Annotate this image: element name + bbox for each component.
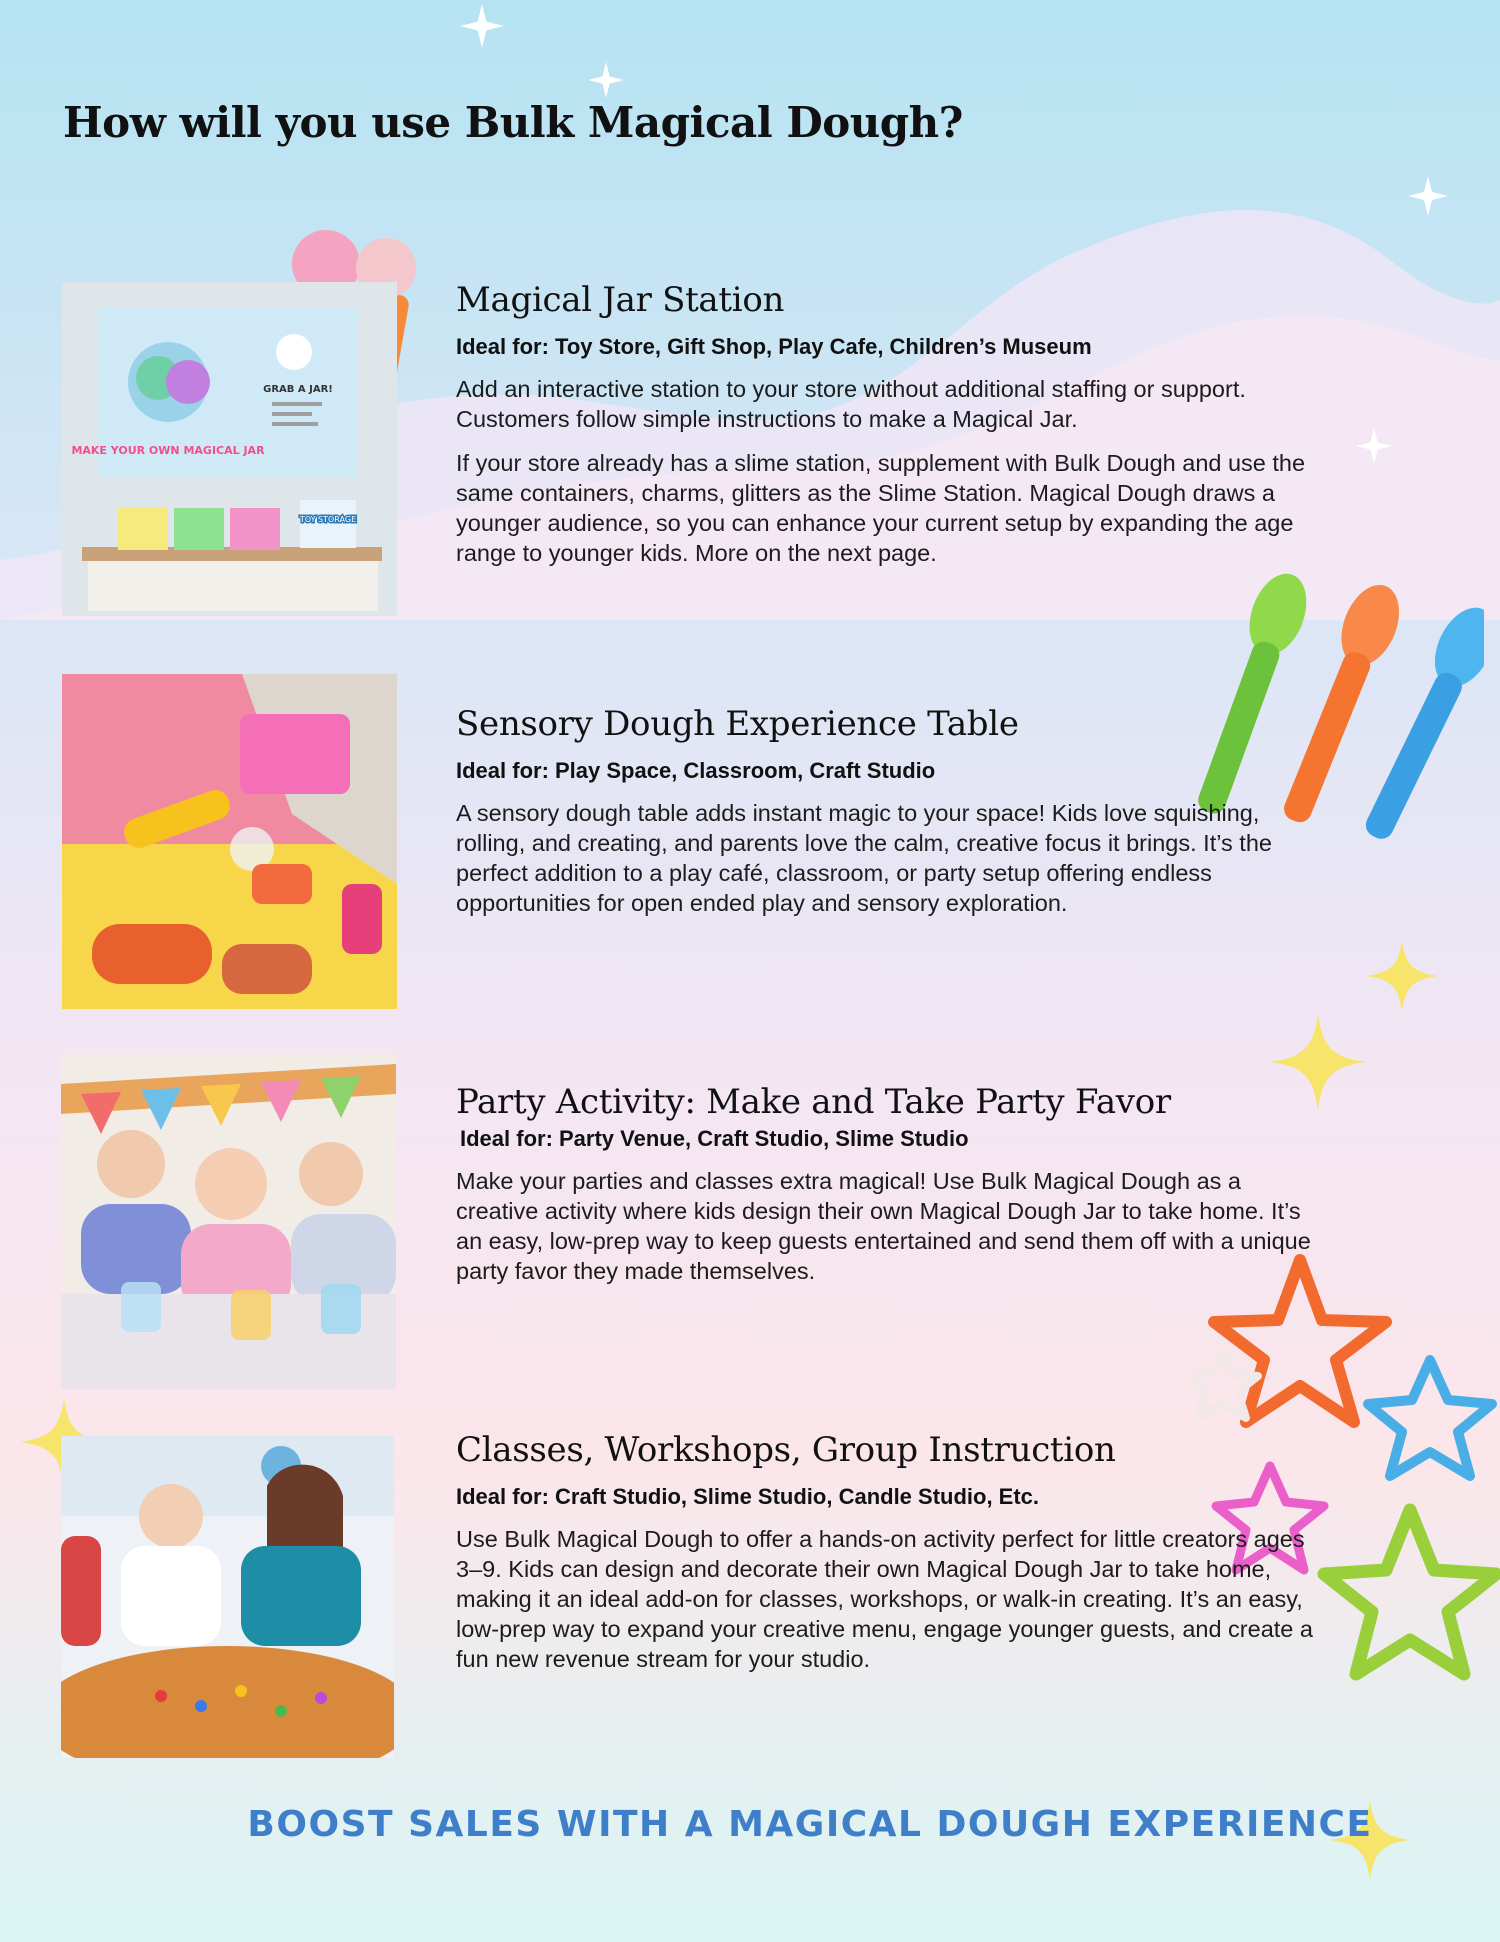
section-paragraph: Use Bulk Magical Dough to offer a hands-on activity perfect for little creators ages 3–9. Kids can design and decorate their own Magical Dough Jar to take home, making it an ideal add-on for classes, workshops, or walk-in creating. It’s an easy, low-prep way to expand your creative menu, engage younger guests, and create a fun new revenue stream for your studio.	[456, 1526, 1313, 1672]
sparkle-icon	[588, 62, 624, 98]
section-heading: Magical Jar Station	[456, 280, 785, 320]
section-ideal-for: Ideal for: Craft Studio, Slime Studio, Candle Studio, Etc.	[456, 1484, 1040, 1509]
section-heading: Sensory Dough Experience Table	[456, 704, 1019, 744]
sensory-table-image	[62, 674, 397, 1009]
section-text	[456, 1082, 1326, 1286]
section-heading: Classes, Workshops, Group Instruction	[456, 1430, 1116, 1470]
page-title: How will you use Bulk Magical Dough?	[63, 98, 963, 147]
party-activity-image	[61, 1054, 396, 1389]
section-heading: Party Activity: Make and Take Party Favor	[456, 1082, 1171, 1122]
star-icon	[1366, 940, 1438, 1012]
footer-tagline: BOOST SALES WITH A MAGICAL DOUGH EXPERIENCE	[247, 1804, 1373, 1845]
sparkle-icon	[1408, 176, 1448, 216]
sparkle-icon	[460, 4, 504, 48]
poster-subtitle-text: GRAB A JAR!	[263, 384, 333, 395]
section-paragraph: Add an interactive station to your store without additional staffing or support. Customers follow simple instructions to make a Magical Jar.	[456, 376, 1246, 432]
poster-title-text: MAKE YOUR OWN MAGICAL JAR	[71, 444, 265, 457]
section-ideal-for: Ideal for: Party Venue, Craft Studio, Slime Studio	[460, 1126, 969, 1151]
section-text	[456, 280, 1326, 568]
section-paragraph: Make your parties and classes extra magical! Use Bulk Magical Dough as a creative activity where kids design their own Magical Dough Jar to take home. It’s an easy, low-prep way to keep guests entertained and send them off with a unique party favor they made themselves.	[456, 1168, 1311, 1284]
toy-storage-label: TOY STORAGE	[299, 515, 357, 524]
section-ideal-for: Ideal for: Toy Store, Gift Shop, Play Cafe, Children’s Museum	[456, 334, 1092, 359]
section-text	[456, 1430, 1326, 1674]
classes-workshops-image	[61, 1436, 394, 1758]
magical-jar-station-image	[62, 282, 397, 616]
section-paragraph: If your store already has a slime station, supplement with Bulk Dough and use the same containers, charms, glitters as the Slime Station. Magical Dough draws a younger audience, so you can enhance your current setup by expanding the age range to younger kids. More on the next page.	[456, 450, 1306, 566]
section-paragraph: A sensory dough table adds instant magic to your space! Kids love squishing, rolling, and creating, and parents love the calm, creative focus it brings. It’s the perfect addition to a play café, classroom, or party setup offering endless opportunities for open ended play and sensory exploration.	[456, 800, 1272, 916]
sparkle-icon	[1356, 428, 1392, 464]
section-text	[456, 704, 1326, 918]
section-ideal-for: Ideal for: Play Space, Classroom, Craft Studio	[456, 758, 936, 783]
